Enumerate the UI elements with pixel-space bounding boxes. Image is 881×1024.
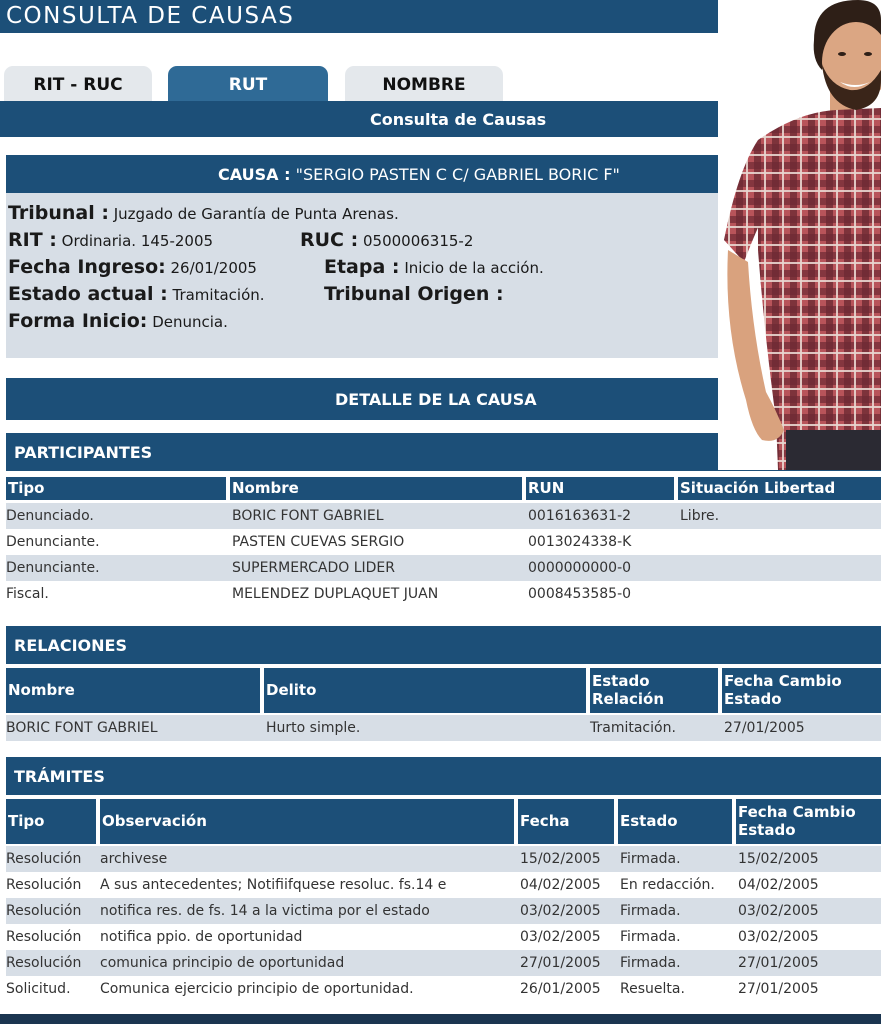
table-cell: BORIC FONT GABRIEL bbox=[232, 508, 384, 524]
tramites-col-1: Observación bbox=[100, 799, 514, 844]
table-cell: comunica principio de oportunidad bbox=[100, 955, 345, 971]
table-cell: Denunciante. bbox=[6, 560, 100, 576]
info-fecha-ingreso: Fecha Ingreso: 26/01/2005 bbox=[8, 256, 257, 278]
table-cell: Resolución bbox=[6, 929, 82, 945]
table-row bbox=[6, 529, 881, 555]
table-cell: Firmada. bbox=[620, 903, 681, 919]
table-cell: Resuelta. bbox=[620, 981, 685, 997]
table-row bbox=[6, 503, 881, 529]
tramites-title: TRÁMITES bbox=[14, 767, 105, 786]
table-cell: Solicitud. bbox=[6, 981, 71, 997]
table-cell: 0013024338-K bbox=[528, 534, 632, 550]
app-title: CONSULTA DE CAUSAS bbox=[6, 3, 295, 29]
table-cell: Tramitación. bbox=[590, 720, 676, 736]
participantes-col-1: Nombre bbox=[230, 477, 522, 500]
table-cell: 04/02/2005 bbox=[520, 877, 601, 893]
table-cell: Firmada. bbox=[620, 955, 681, 971]
table-cell: 03/02/2005 bbox=[520, 903, 601, 919]
table-cell: 03/02/2005 bbox=[738, 903, 819, 919]
table-cell: Resolución bbox=[6, 877, 82, 893]
relaciones-col-2: Estado Relación bbox=[590, 668, 718, 713]
tab-nombre[interactable]: NOMBRE bbox=[345, 66, 503, 104]
tab-rut[interactable]: RUT bbox=[168, 66, 328, 104]
info-tribunal: Tribunal : Juzgado de Garantía de Punta Arenas. bbox=[8, 202, 399, 224]
relaciones-col-0: Nombre bbox=[6, 668, 260, 713]
table-cell: 15/02/2005 bbox=[520, 851, 601, 867]
table-row bbox=[6, 581, 881, 607]
participantes-col-3: Situación Libertad bbox=[678, 477, 881, 500]
table-cell: 27/01/2005 bbox=[724, 720, 805, 736]
table-cell: Resolución bbox=[6, 955, 82, 971]
table-cell: MELENDEZ DUPLAQUET JUAN bbox=[232, 586, 439, 602]
table-cell: PASTEN CUEVAS SERGIO bbox=[232, 534, 405, 550]
relaciones-title: RELACIONES bbox=[14, 636, 127, 655]
table-cell: Firmada. bbox=[620, 851, 681, 867]
participantes-col-2: RUN bbox=[526, 477, 674, 500]
relaciones-bar bbox=[6, 626, 881, 664]
table-cell: 0016163631-2 bbox=[528, 508, 632, 524]
person-photo bbox=[718, 0, 881, 470]
table-cell: notifica ppio. de oportunidad bbox=[100, 929, 303, 945]
table-cell: notifica res. de fs. 14 a la victima por el estado bbox=[100, 903, 430, 919]
relaciones-col-3: Fecha Cambio Estado bbox=[722, 668, 881, 713]
tramites-col-0: Tipo bbox=[6, 799, 96, 844]
relaciones-col-1: Delito bbox=[264, 668, 586, 713]
causa-value: "SERGIO PASTEN C C/ GABRIEL BORIC F" bbox=[295, 165, 620, 184]
table-cell: Firmada. bbox=[620, 929, 681, 945]
info-rit: RIT : Ordinaria. 145-2005 bbox=[8, 229, 214, 251]
tramites-col-3: Estado bbox=[618, 799, 732, 844]
table-cell: 04/02/2005 bbox=[738, 877, 819, 893]
table-cell: Denunciante. bbox=[6, 534, 100, 550]
table-cell: 26/01/2005 bbox=[520, 981, 601, 997]
table-cell: Libre. bbox=[680, 508, 720, 524]
participantes-col-0: Tipo bbox=[6, 477, 226, 500]
table-cell: 0008453585-0 bbox=[528, 586, 632, 602]
table-cell: 27/01/2005 bbox=[520, 955, 601, 971]
info-tribunal-origen: Tribunal Origen : bbox=[324, 283, 504, 305]
table-cell: Resolución bbox=[6, 903, 82, 919]
table-cell: Comunica ejercicio principio de oportunidad. bbox=[100, 981, 414, 997]
detalle-title: DETALLE DE LA CAUSA bbox=[335, 390, 537, 409]
info-forma-inicio: Forma Inicio: Denuncia. bbox=[8, 310, 228, 332]
table-cell: 0000000000-0 bbox=[528, 560, 632, 576]
table-cell: En redacción. bbox=[620, 877, 715, 893]
info-ruc: RUC : 0500006315-2 bbox=[300, 229, 474, 251]
table-cell: 03/02/2005 bbox=[738, 929, 819, 945]
tramites-col-2: Fecha bbox=[518, 799, 614, 844]
causa-label: CAUSA : bbox=[218, 165, 291, 184]
table-cell: BORIC FONT GABRIEL bbox=[6, 720, 158, 736]
bottom-bar bbox=[0, 1014, 881, 1024]
table-cell: Hurto simple. bbox=[266, 720, 361, 736]
table-cell: SUPERMERCADO LIDER bbox=[232, 560, 395, 576]
table-cell: Resolución bbox=[6, 851, 82, 867]
subheader-title: Consulta de Causas bbox=[370, 110, 547, 129]
table-cell: Denunciado. bbox=[6, 508, 94, 524]
table-cell: Fiscal. bbox=[6, 586, 49, 602]
table-row bbox=[6, 555, 881, 581]
info-estado-actual: Estado actual : Tramitación. bbox=[8, 283, 265, 305]
table-cell: 15/02/2005 bbox=[738, 851, 819, 867]
table-cell: archivese bbox=[100, 851, 168, 867]
causa-title bbox=[218, 165, 620, 184]
tab-rit-ruc[interactable]: RIT - RUC bbox=[4, 66, 152, 104]
table-cell: 27/01/2005 bbox=[738, 981, 819, 997]
table-cell: 27/01/2005 bbox=[738, 955, 819, 971]
table-cell: A sus antecedentes; Notifiifquese resoluc. fs.14 e bbox=[100, 877, 447, 893]
participantes-title: PARTICIPANTES bbox=[14, 443, 153, 462]
info-etapa: Etapa : Inicio de la acción. bbox=[324, 256, 544, 278]
table-cell: 03/02/2005 bbox=[520, 929, 601, 945]
tramites-col-4: Fecha Cambio Estado bbox=[736, 799, 881, 844]
tramites-bar bbox=[6, 757, 881, 795]
